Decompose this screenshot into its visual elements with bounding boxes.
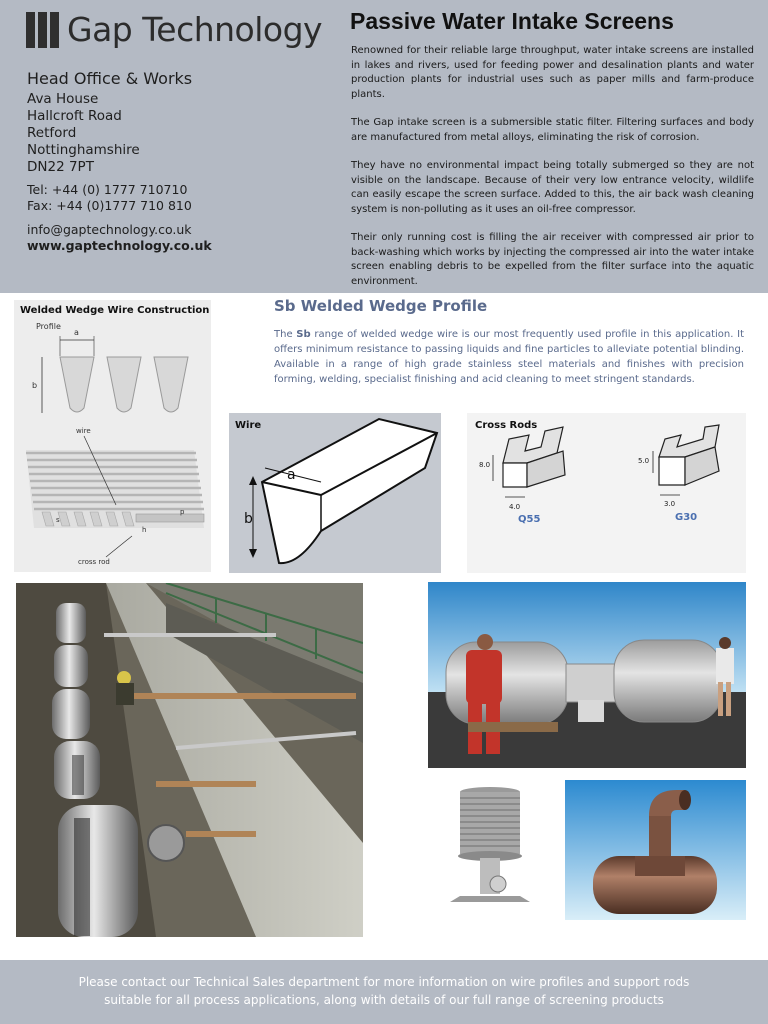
profile-label: Profile	[36, 322, 61, 331]
cross-rods-diagram	[467, 413, 746, 573]
label-h: h	[142, 526, 147, 534]
footer-banner	[0, 960, 768, 1024]
copper-screen-illustration	[565, 780, 746, 920]
label-a: a	[74, 328, 79, 337]
wire-diagram-panel	[229, 413, 441, 573]
wedge-profile-shape	[107, 357, 141, 412]
telephone: Tel: +44 (0) 1777 710710	[27, 182, 188, 197]
address-line: Ava House	[27, 91, 99, 107]
intro-paragraph: Their only running cost is filling the air receiver with compressed air prior to back-washing which works by injecting the compressed air into the water intake screen enabling debris to be expelled from the filter surface into the aquatic environment.	[351, 232, 754, 287]
web-contact	[27, 222, 212, 254]
g30-rod-shape	[659, 425, 719, 485]
label-s: s	[56, 516, 60, 524]
sb-profile-title: Sb Welded Wedge Profile	[274, 297, 488, 315]
arrowhead-icon	[249, 476, 257, 485]
website-link[interactable]: www.gaptechnology.co.uk	[27, 238, 212, 253]
address-line: Retford	[27, 125, 77, 141]
cross-rods-title: Cross Rods	[475, 420, 538, 431]
intro-paragraph: Renowned for their reliable large throughput, water intake screens are installed in lakes and rivers, used for feeding power and desalination plants and water production plants for industrial uses such as paper mills and farm-produce plants.	[351, 45, 754, 100]
wire-label: wire	[76, 427, 91, 435]
installation-photo-illustration	[16, 583, 363, 937]
construction-diagram	[14, 300, 211, 572]
label-p: p	[180, 508, 185, 516]
g30-height: 5.0	[638, 457, 650, 465]
office-address	[27, 70, 192, 176]
office-heading: Head Office & Works	[27, 69, 193, 88]
arrowhead-icon	[249, 549, 257, 558]
q55-rod-shape	[503, 427, 565, 487]
screens-with-people-illustration	[428, 582, 746, 768]
footer-line: suitable for all process applications, along with details of our full range of screening products	[104, 993, 664, 1007]
sb-text-bold: Sb	[296, 329, 311, 340]
address-line: Nottinghamshire	[27, 142, 140, 158]
construction-title: Welded Wedge Wire Construction	[20, 305, 210, 316]
g30-width: 3.0	[664, 500, 676, 508]
intro-text	[351, 44, 754, 303]
q55-width: 4.0	[509, 503, 521, 511]
cross-rod-label: cross rod	[78, 558, 110, 566]
sb-profile-description	[274, 327, 744, 387]
fax: Fax: +44 (0)1777 710 810	[27, 198, 192, 213]
cross-rods-panel	[467, 413, 746, 573]
vertical-screen-illustration	[440, 784, 540, 910]
intro-paragraph: They have no environmental impact being totally submerged so they are not visible on the landscape. Because of their very low entrance velocity, wildlife can easily escape the screen surface. Added to this, the air back wash cleaning system is non-polluting as it uses an oil-free compressor.	[351, 160, 754, 215]
page-title: Passive Water Intake Screens	[350, 8, 674, 34]
logo-bars-icon	[26, 12, 59, 48]
phone-contact	[27, 182, 192, 214]
installation-photo	[16, 583, 363, 937]
screens-with-people-photo	[428, 582, 746, 768]
wire-wedge-shape	[262, 419, 437, 563]
wedge-profile-shape	[154, 357, 188, 412]
cross-rod-pointer	[106, 536, 132, 557]
label-b: b	[32, 381, 38, 390]
email-link[interactable]: info@gaptechnology.co.uk	[27, 222, 192, 237]
sb-text-rest: range of welded wedge wire is our most frequently used profile in this application. It offers minimum resistance to passing liquids and fine particles to alleviate potential blinding. Available in a range of high grade stainless steel materials and finishes with precision forming, welding, specialist finishing and acid cleaning to meet stringent standards.	[274, 329, 744, 385]
wire-label-a: a	[287, 467, 296, 483]
address-line: DN22 7PT	[27, 159, 94, 175]
company-logo	[26, 10, 322, 49]
address-line: Hallcroft Road	[27, 108, 122, 124]
wire-panel-title: Wire	[235, 420, 262, 431]
wire-label-b: b	[244, 511, 253, 527]
intro-paragraph: The Gap intake screen is a submersible static filter. Filtering surfaces and body are manufactured from metal alloys, eliminating the risk of corrosion.	[351, 117, 754, 143]
footer-line: Please contact our Technical Sales department for more information on wire profiles and support rods	[78, 975, 690, 989]
copper-screen-photo	[565, 780, 746, 920]
wedge-profile-shape	[60, 357, 94, 412]
wire-diagram	[229, 413, 441, 573]
q55-height: 8.0	[479, 461, 491, 469]
construction-diagram-panel	[14, 300, 211, 572]
q55-label: Q55	[518, 514, 541, 525]
wire-screen-grid	[26, 450, 204, 528]
logo-text: Gap Technology	[67, 10, 323, 49]
g30-label: G30	[675, 512, 698, 523]
vertical-screen-photo	[440, 784, 540, 910]
sb-text-prefix: The	[274, 329, 297, 340]
header-banner	[0, 0, 768, 293]
